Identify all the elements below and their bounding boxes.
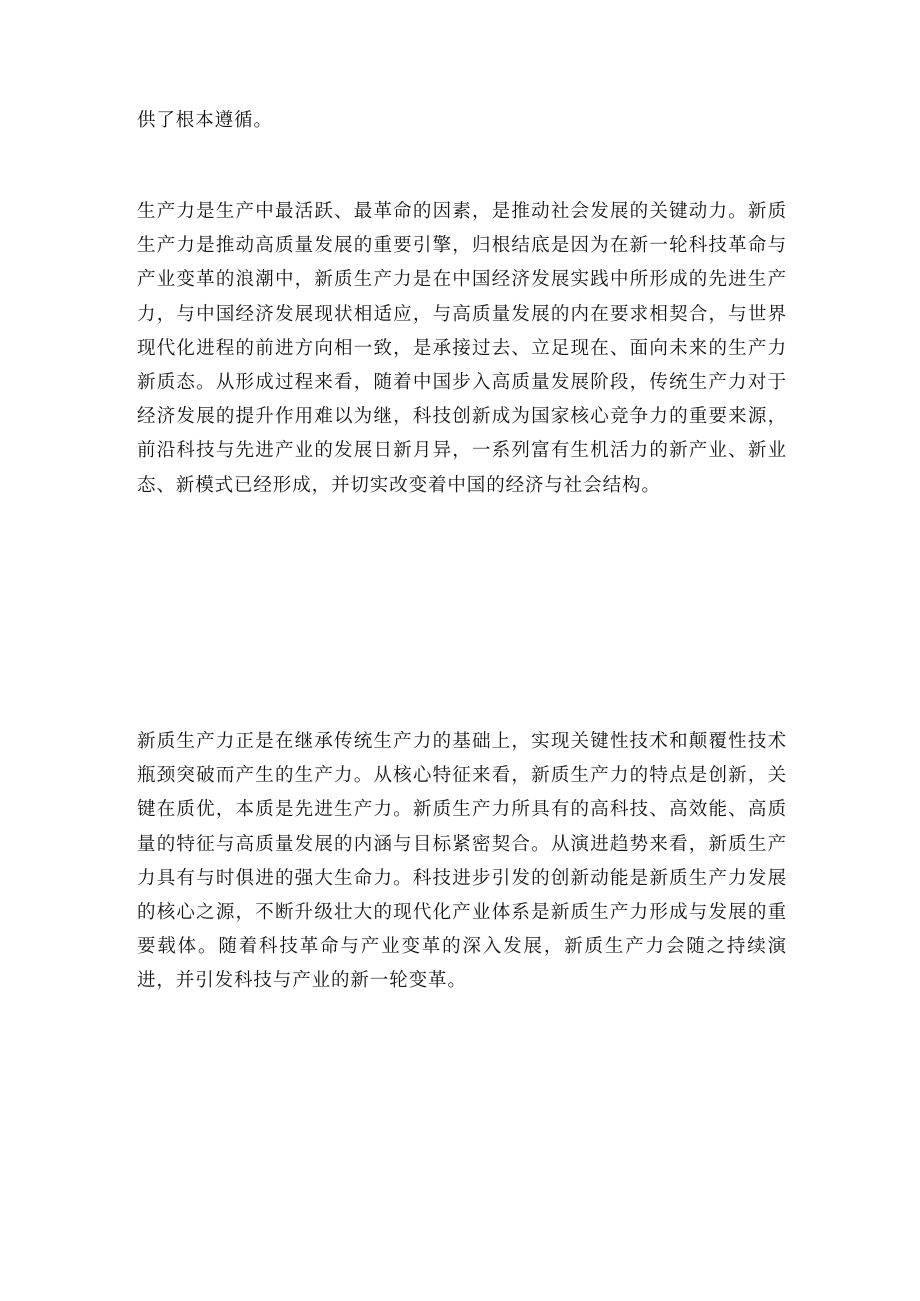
paragraph-productivity-definition: 生产力是生产中最活跃、最革命的因素，是推动社会发展的关键动力。新质生产力是推动高质量发展的重要引擎，归根结底是因为在新一轮科技革命与产业变革的浪潮中，新质生产力是在中国经济发展实践中所形成的先进生产力，与中国经济发展现状相适应，与高质量发展的内在要求相契合，与世界现代化进程的前进方向相一致，是承接过去、立足现在、面向未来的生产力新质态。从形成过程来看，随着中国步入高质量发展阶段，传统生产力对于经济发展的提升作用难以为继，科技创新成为国家核心竞争力的重要来源，前沿科技与先进产业的发展日新月异，一系列富有生机活力的新产业、新业态、新模式已经形成，并切实改变着中国的经济与社会结构。 [137, 201, 787, 496]
paragraph-new-quality-productivity: 新质生产力正是在继承传统生产力的基础上，实现关键性技术和颠覆性技术瓶颈突破而产生的生产力。从核心特征来看，新质生产力的特点是创新，关键在质优，本质是先进生产力。新质生产力所具有的高科技、高效能、高质量的特征与高质量发展的内涵与目标紧密契合。从演进趋势来看，新质生产力具有与时俱进的强大生命力。科技进步引发的创新动能是新质生产力发展的核心之源，不断升级壮大的现代化产业体系是新质生产力形成与发展的重要载体。随着科技革命与产业变革的深入发展，新质生产力会随之持续演进，并引发科技与产业的新一轮变革。 [137, 731, 787, 992]
paragraph-continuation: 供了根本遵循。 [137, 110, 273, 131]
